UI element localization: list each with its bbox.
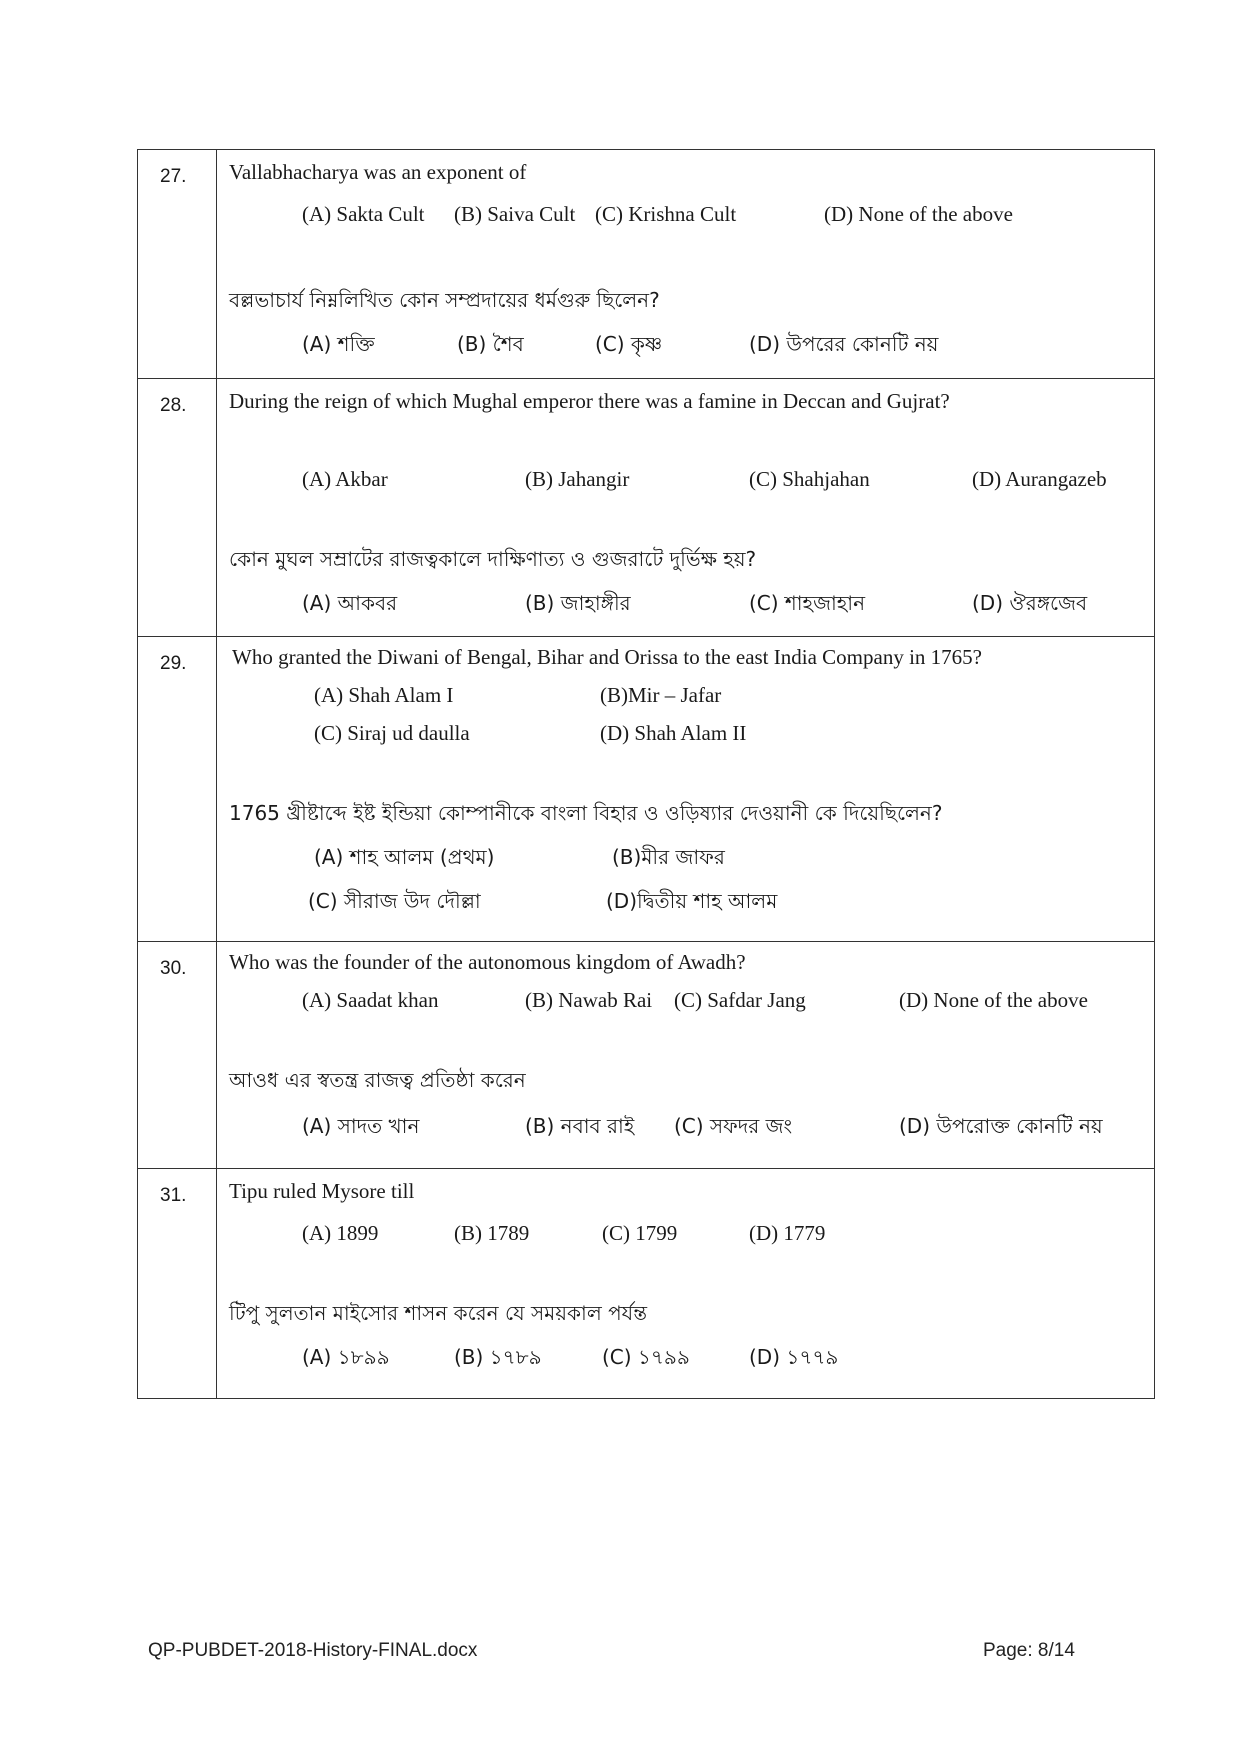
question-text-en: Vallabhacharya was an exponent of [229,160,527,184]
footer-filename: QP-PUBDET-2018-History-FINAL.docx [148,1640,478,1661]
option-d-bn: (D) ঔরঙ্গজেব [972,591,1088,615]
question-number: 27. [138,150,217,379]
option-d-en: (D) Shah Alam II [600,721,747,745]
question-text-bn: 1765 খ্রীষ্টাব্দে ইষ্ট ইন্ডিয়া কোম্পানীকে বাংলা বিহার ও ওড়িষ্যার দেওয়ানী কে দিয়েছিলেন? [229,801,943,825]
option-c-en: (C) Shahjahan [749,467,870,491]
question-text-bn: আওধ এর স্বতন্ত্র রাজত্ব প্রতিষ্ঠা করেন [229,1068,526,1092]
question-row [138,637,1155,942]
option-d-en: (D) None of the above [824,202,1013,226]
question-number: 29. [138,637,217,942]
question-text-en: During the reign of which Mughal emperor there was a famine in Deccan and Gujrat? [229,389,950,413]
option-b-bn: (B) জাহাঙ্গীর [525,591,631,615]
question-text-en: Tipu ruled Mysore till [229,1179,415,1203]
option-d-en: (D) None of the above [899,988,1088,1012]
option-b-en: (B) Nawab Rai [525,988,653,1012]
option-b-bn: (B)মীর জাফর [612,845,725,869]
question-text-en: Who granted the Diwani of Bengal, Bihar and Orissa to the east India Company in 1765? [232,645,982,669]
option-c-bn: (C) শাহজাহান [749,591,866,615]
option-a-bn: (A) সাদত খান [302,1114,420,1138]
option-c-bn: (C) সীরাজ উদ দৌল্লা [308,889,481,913]
option-a-en: (A) Saadat khan [302,988,439,1012]
option-d-bn: (D) উপরের কোনটি নয় [749,332,939,356]
option-c-bn: (C) সফদর জং [674,1114,793,1138]
option-d-bn: (D) উপরোক্ত কোনটি নয় [899,1114,1103,1138]
option-d-bn: (D) ১৭৭৯ [749,1345,839,1369]
option-c-en: (C) Safdar Jang [674,988,806,1012]
option-c-en: (C) 1799 [602,1221,678,1245]
question-body [217,942,1155,1169]
option-c-bn: (C) ১৭৯৯ [602,1345,690,1369]
option-b-bn: (B) শৈব [457,332,524,356]
question-text-en: Who was the founder of the autonomous kingdom of Awadh? [229,950,746,974]
option-c-en: (C) Siraj ud daulla [314,721,470,745]
option-c-en: (C) Krishna Cult [595,202,737,226]
question-text-bn: বল্লভাচার্য নিম্নলিখিত কোন সম্প্রদায়ের ধর্মগুরু ছিলেন? [229,288,660,312]
footer-page-number: Page: 8/14 [983,1640,1075,1661]
option-b-en: (B) 1789 [454,1221,530,1245]
option-d-en: (D) Aurangazeb [972,467,1107,491]
question-number: 28. [138,379,217,637]
question-body [217,1169,1155,1399]
question-table [137,149,1155,1399]
option-b-bn: (B) নবাব রাই [525,1114,635,1138]
option-b-bn: (B) ১৭৮৯ [454,1345,542,1369]
question-body [217,150,1155,379]
question-number: 30. [138,942,217,1169]
option-a-bn: (A) ১৮৯৯ [302,1345,390,1369]
question-row [138,150,1155,379]
option-d-en: (D) 1779 [749,1221,826,1245]
option-b-en: (B) Saiva Cult [454,202,576,226]
option-d-bn: (D)দ্বিতীয় শাহ আলম [606,889,778,913]
question-row [138,942,1155,1169]
option-a-bn: (A) শক্তি [302,332,375,356]
question-body [217,637,1155,942]
question-row [138,1169,1155,1399]
question-body [217,379,1155,637]
option-a-en: (A) 1899 [302,1221,379,1245]
option-a-en: (A) Shah Alam I [314,683,454,707]
option-a-en: (A) Sakta Cult [302,202,425,226]
question-number: 31. [138,1169,217,1399]
question-row [138,379,1155,637]
option-a-en: (A) Akbar [302,467,388,491]
option-a-bn: (A) শাহ আলম (প্রথম) [314,845,495,869]
option-c-bn: (C) কৃষ্ণ [595,332,663,356]
option-a-bn: (A) আকবর [302,591,398,615]
option-b-en: (B) Jahangir [525,467,630,491]
question-text-bn: কোন মুঘল সম্রাটের রাজত্বকালে দাক্ষিণাত্য ও গুজরাটে দুর্ভিক্ষ হয়? [229,547,757,571]
option-b-en: (B)Mir – Jafar [600,683,722,707]
question-text-bn: টিপু সুলতান মাইসোর শাসন করেন যে সময়কাল পর্যন্ত [229,1301,647,1325]
